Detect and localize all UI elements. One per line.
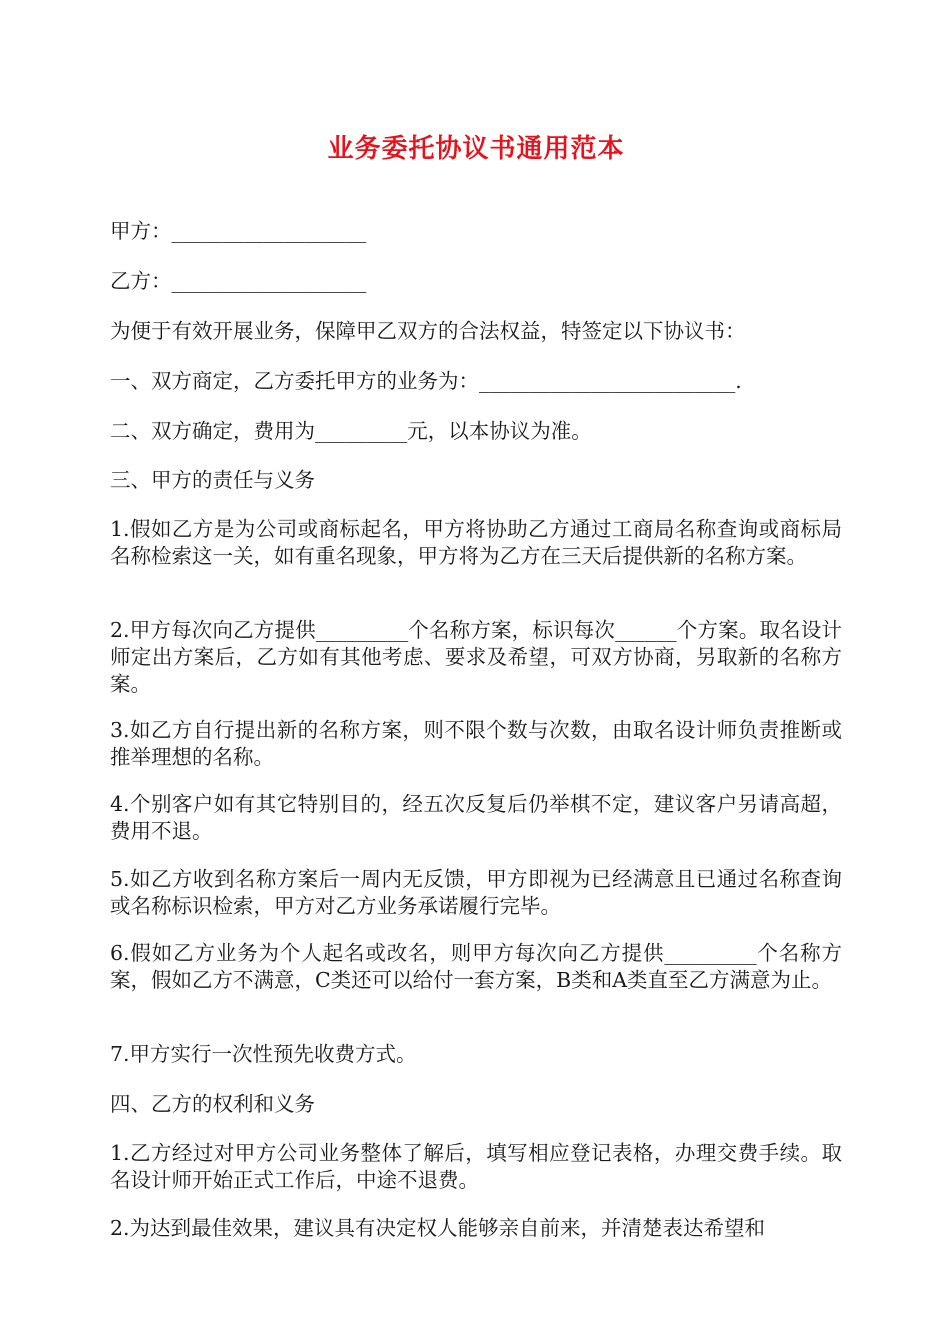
section-3-item-1: 1.假如乙方是为公司或商标起名，甲方将协助乙方通过工商局名称查询或商标局名称检索这一关，如有重名现象，甲方将为乙方在三天后提供新的名称方案。 bbox=[110, 517, 842, 568]
section-4-item-1: 1.乙方经过对甲方公司业务整体了解后，填写相应登记表格，办理交费手续。取名设计师开始正式工作后，中途不退费。 bbox=[110, 1141, 842, 1192]
party-b-line: 乙方：___________________ bbox=[110, 269, 367, 293]
section-heading-3: 三、甲方的责任与义务 bbox=[110, 468, 315, 492]
section-3-item-4: 4.个别客户如有其它特别目的，经五次反复后仍举棋不定，建议客户另请高超，费用不退。 bbox=[110, 792, 842, 843]
section-3-item-6: 6.假如乙方业务为个人起名或改名，则甲方每次向乙方提供_________个名称方案，假如乙方不满意，C类还可以给付一套方案，B类和A类直至乙方满意为止。 bbox=[110, 941, 842, 992]
intro-paragraph: 为便于有效开展业务，保障甲乙双方的合法权益，特签定以下协议书： bbox=[110, 319, 746, 343]
section-heading-4: 四、乙方的权利和义务 bbox=[110, 1092, 315, 1116]
clause-1: 一、双方商定，乙方委托甲方的业务为：_________________________. bbox=[110, 369, 742, 393]
section-3-item-2: 2.甲方每次向乙方提供_________个名称方案，标识每次______个方案。取名设计师定出方案后，乙方如有其他考虑、要求及希望，可双方协商，另取新的名称方案。 bbox=[110, 618, 842, 696]
clause-2: 二、双方确定，费用为_________元，以本协议为准。 bbox=[110, 419, 592, 443]
party-a-line: 甲方：___________________ bbox=[110, 219, 367, 243]
section-4-item-2: 2.为达到最佳效果，建议具有决定权人能够亲自前来，并清楚表达希望和 bbox=[110, 1216, 766, 1240]
section-3-item-5: 5.如乙方收到名称方案后一周内无反馈，甲方即视为已经满意且已通过名称查询或名称标识检索，甲方对乙方业务承诺履行完毕。 bbox=[110, 867, 842, 918]
document-title: 业务委托协议书通用范本 bbox=[327, 134, 625, 164]
section-3-item-7: 7.甲方实行一次性预先收费方式。 bbox=[110, 1042, 417, 1066]
section-3-item-3: 3.如乙方自行提出新的名称方案，则不限个数与次数，由取名设计师负责推断或推举理想的名称。 bbox=[110, 718, 842, 769]
